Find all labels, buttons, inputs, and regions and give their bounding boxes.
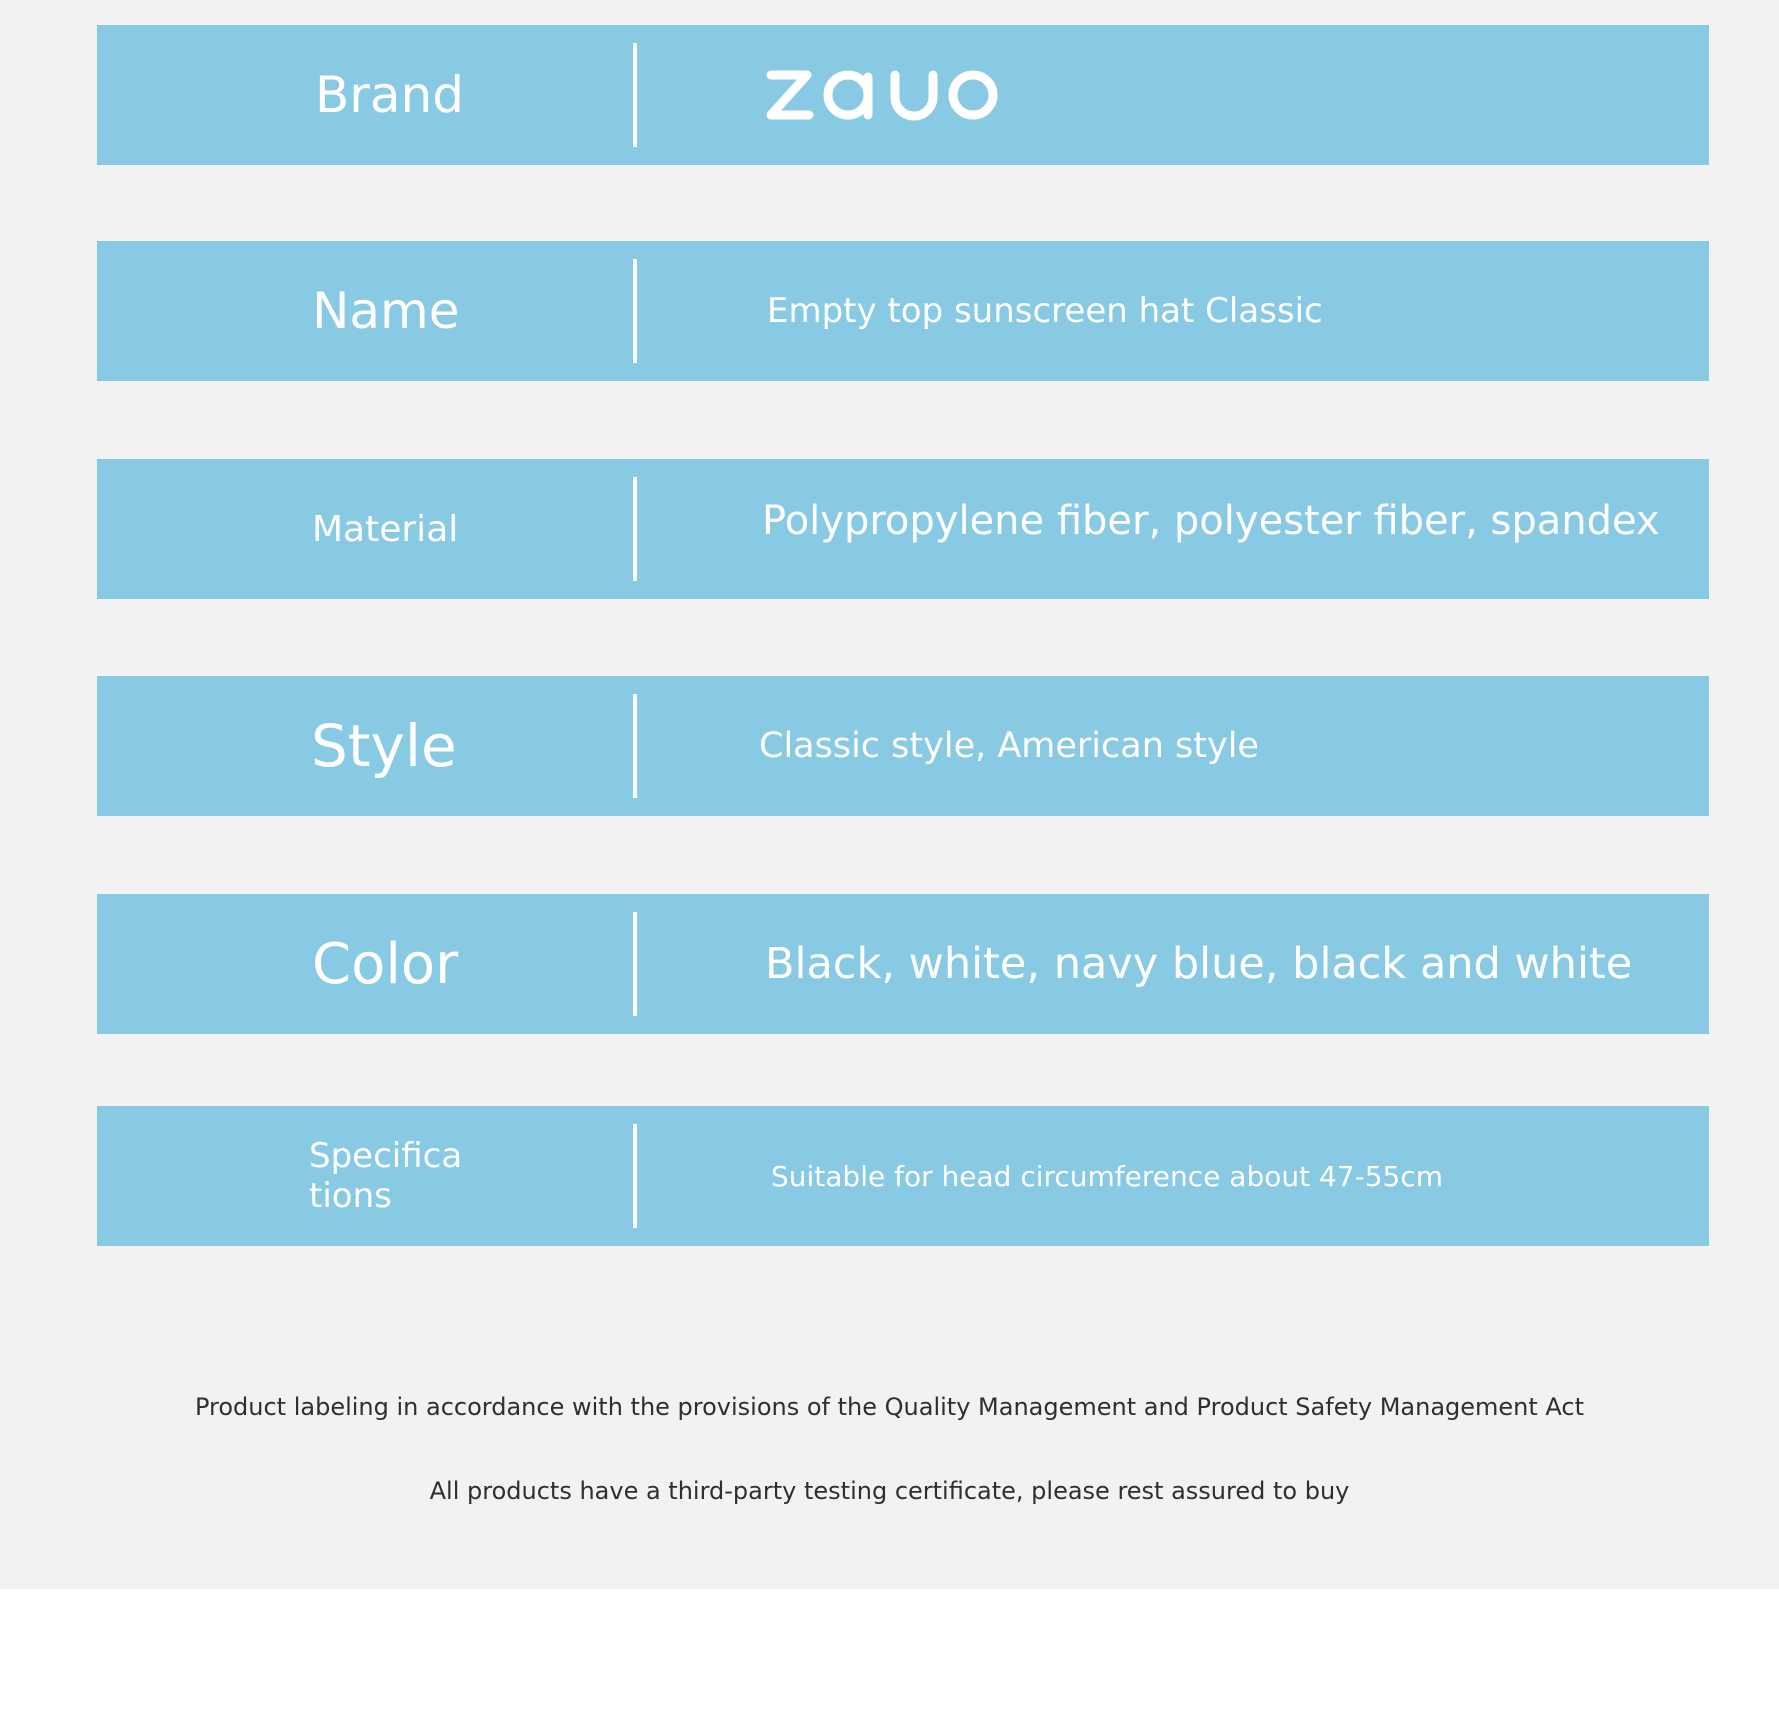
footer-compliance-note: Product labeling in accordance with the provisions of the Quality Management and Product Safety Management Act — [194, 1393, 1585, 1421]
row-value-specifications: Suitable for head circumference about 47-55cm — [771, 1159, 1443, 1193]
brand-logo — [759, 61, 999, 133]
row-divider — [633, 912, 637, 1016]
spec-row-color — [97, 894, 1709, 1034]
spec-row-specifications — [97, 1106, 1709, 1246]
row-value-name: Empty top sunscreen hat Classic — [767, 291, 1323, 331]
footer-certificate-note: All products have a third-party testing certificate, please rest assured to buy — [429, 1477, 1350, 1505]
row-divider — [633, 259, 637, 363]
row-divider — [633, 1124, 637, 1228]
row-label-specifications-line1: Specifica — [309, 1136, 463, 1176]
row-value-material: Polypropylene fiber, polyester fiber, spandex — [762, 498, 1660, 544]
row-label-material: Material — [312, 508, 459, 550]
row-divider — [633, 43, 637, 147]
row-divider — [633, 694, 637, 798]
spec-row-brand — [97, 25, 1709, 165]
row-label-color: Color — [312, 931, 459, 997]
row-label-specifications — [309, 1106, 462, 1246]
spec-row-style — [97, 676, 1709, 816]
row-label-name: Name — [312, 282, 460, 340]
row-value-style: Classic style, American style — [759, 726, 1259, 766]
spec-row-name — [97, 241, 1709, 381]
row-label-specifications-line2: tions — [309, 1176, 392, 1216]
row-value-color: Black, white, navy blue, black and white — [765, 939, 1633, 989]
row-label-style: Style — [311, 712, 457, 780]
spec-row-material — [97, 459, 1709, 599]
row-divider — [633, 477, 637, 581]
row-label-brand: Brand — [315, 66, 464, 124]
